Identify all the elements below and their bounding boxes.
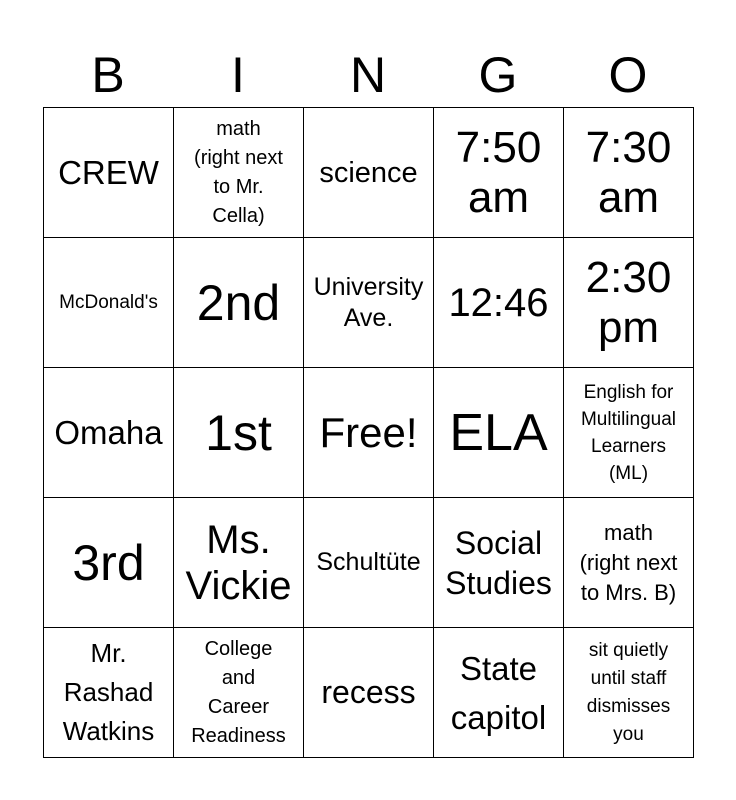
cell-text: 7:30 am [585, 122, 672, 222]
bingo-cell[interactable] [434, 628, 564, 758]
grid-row [44, 628, 694, 758]
cell-text: 2nd [196, 274, 281, 331]
cell-text: 7:50 am [455, 122, 542, 222]
grid-row [44, 238, 694, 368]
bingo-cell[interactable] [564, 238, 694, 368]
cell-text: University Ave. [313, 272, 424, 332]
bingo-cell[interactable] [564, 498, 694, 628]
bingo-cell[interactable] [44, 498, 174, 628]
grid-row [44, 108, 694, 238]
grid-row [44, 498, 694, 628]
cell-text: math (right next to Mr. Cella) [194, 117, 283, 227]
bingo-cell[interactable] [434, 108, 564, 238]
cell-text: 12:46 [448, 280, 549, 325]
bingo-cell[interactable] [44, 628, 174, 758]
bingo-cell[interactable] [44, 368, 174, 498]
grid-row [44, 368, 694, 498]
bingo-cell[interactable] [304, 498, 434, 628]
bingo-cell[interactable] [174, 498, 304, 628]
bingo-cell[interactable] [564, 368, 694, 498]
header-letter-g: G [478, 47, 518, 103]
cell-text: Schultüte [316, 548, 421, 576]
cell-text: English for Multilingual Learners (ML) [580, 381, 677, 484]
header-letter-n: N [349, 47, 387, 103]
bingo-cell[interactable] [44, 238, 174, 368]
bingo-cell[interactable] [44, 108, 174, 238]
bingo-cell[interactable] [434, 498, 564, 628]
header-letter-i: I [231, 47, 245, 103]
cell-text: College and Career Readiness [191, 637, 286, 747]
bingo-cell[interactable] [564, 108, 694, 238]
bingo-cell[interactable] [304, 628, 434, 758]
header-letter-o: O [608, 47, 648, 103]
cell-text: McDonald's [59, 291, 158, 313]
bingo-cell[interactable] [564, 628, 694, 758]
cell-text: Social Studies [445, 524, 552, 601]
bingo-cell[interactable] [174, 108, 304, 238]
cell-text: recess [321, 674, 416, 710]
cell-text: sit quietly until staff dismisses you [586, 639, 671, 745]
cell-text: 3rd [72, 534, 145, 591]
cell-text: Free! [319, 408, 418, 456]
header-letter-b: B [91, 47, 125, 103]
cell-text: Mr. Rashad Watkins [62, 638, 155, 746]
bingo-cell[interactable] [304, 108, 434, 238]
cell-text: 1st [205, 404, 272, 461]
bingo-cell[interactable] [434, 238, 564, 368]
cell-text: CREW [58, 154, 159, 191]
bingo-cell[interactable] [174, 628, 304, 758]
cell-text: Omaha [54, 414, 163, 451]
bingo-header [43, 44, 693, 106]
cell-text: math (right next to Mrs. B) [579, 519, 678, 605]
cell-text: Ms. Vickie [185, 517, 292, 608]
bingo-cell[interactable] [174, 238, 304, 368]
bingo-cell[interactable] [304, 238, 434, 368]
bingo-cell[interactable] [174, 368, 304, 498]
cell-text: 2:30 pm [585, 252, 672, 352]
bingo-cell[interactable] [434, 368, 564, 498]
cell-text: State capitol [450, 649, 547, 736]
cell-text: ELA [449, 403, 548, 462]
bingo-cell[interactable] [304, 368, 434, 498]
bingo-card-grid [43, 107, 694, 758]
cell-text: science [319, 156, 418, 189]
